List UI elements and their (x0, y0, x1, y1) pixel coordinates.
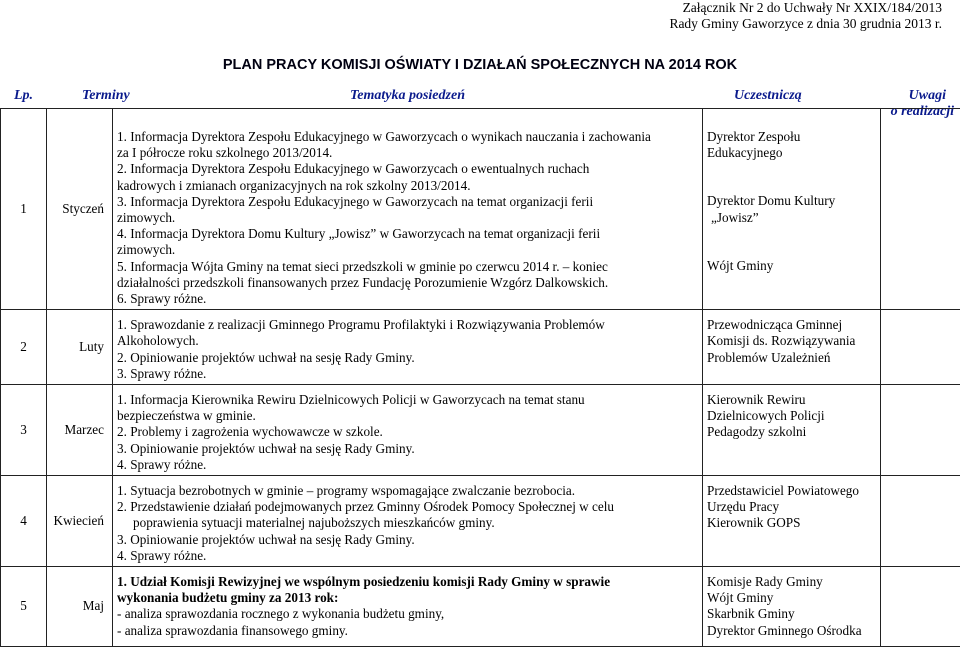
row-remarks (881, 476, 960, 567)
column-header-remarks: Uwagi o realizacji (886, 88, 946, 120)
attachment-header-line1: Załącznik Nr 2 do Uchwały Nr XXIX/184/2013 (683, 0, 942, 16)
row-topics: 1. Informacja Dyrektora Zespołu Edukacyjnego w Gaworzycach o wynikach nauczania i zachowania za I półrocze roku szkolnego 2013/2014. 2. Informacja Dyrektora Zespołu Edukacyjnego w Gaworzycach o ewentualnych ruchach kadrowych i zmianach organizacyjnych na rok szkolny 2013/2014. 3. Informacja Dyrektora Zespołu Edukacyjnego w Gaworzycach na temat organizacji ferii zimowych. 4. Informacja Dyrektora Domu Kultury „Jowisz” w Gaworzycach na temat organizacji ferii zimowych. 5. Informacja Wójta Gminy na temat sieci przedszkoli w gminie po czerwcu 2014 r. – koniec działalności przedszkoli finansowanych przez Fundację Porozumienie Wzgórz Dalkowskich. 6. Sprawy różne. (113, 109, 703, 310)
table-row (1, 385, 960, 476)
column-header-terms: Terminy (82, 88, 130, 104)
row-number: 2 (1, 310, 47, 385)
row-remarks (881, 385, 960, 476)
row-month: Marzec (47, 385, 113, 476)
work-plan-table (0, 108, 960, 647)
row-participants: Komisje Rady Gminy Wójt Gminy Skarbnik Gminy Dyrektor Gminnego Ośrodka (703, 567, 881, 647)
row-month: Styczeń (47, 109, 113, 310)
row-participants: Przewodnicząca Gminnej Komisji ds. Rozwiązywania Problemów Uzależnień (703, 310, 881, 385)
row-remarks (881, 310, 960, 385)
row-remarks (881, 109, 960, 310)
row-topics: 1. Udział Komisji Rewizyjnej we wspólnym posiedzeniu komisji Rady Gminy w sprawie wykonania budżetu gminy za 2013 rok: - analiza sprawozdania rocznego z wykonania budżetu gminy, - analiza sprawozdania finansowego gminy. (113, 567, 703, 647)
row-participants: Przedstawiciel Powiatowego Urzędu Pracy Kierownik GOPS (703, 476, 881, 567)
table-row (1, 476, 960, 567)
row-number: 1 (1, 109, 47, 310)
row-month: Kwiecień (47, 476, 113, 567)
row-month: Luty (47, 310, 113, 385)
row-topics: 1. Sprawozdanie z realizacji Gminnego Programu Profilaktyki i Rozwiązywania Problemów Alkoholowych. 2. Opiniowanie projektów uchwał na sesję Rady Gminy. 3. Sprawy różne. (113, 310, 703, 385)
attachment-header-line2: Rady Gminy Gaworzyce z dnia 30 grudnia 2013 r. (669, 16, 942, 32)
row-participants: Kierownik Rewiru Dzielnicowych Policji Pedagodzy szkolni (703, 385, 881, 476)
row-month: Maj (47, 567, 113, 647)
table-row (1, 310, 960, 385)
row-number: 5 (1, 567, 47, 647)
row-topics: 1. Sytuacja bezrobotnych w gminie – programy wspomagające zwalczanie bezrobocia. 2. Przedstawienie działań podejmowanych przez Gminny Ośrodek Pomocy Społecznej w celu poprawienia sytuacji materialnej najuboższych mieszkańców gminy. 3. Opiniowanie projektów uchwał na sesję Rady Gminy. 4. Sprawy różne. (113, 476, 703, 567)
column-header-participants: Uczestniczą (734, 88, 802, 104)
row-number: 4 (1, 476, 47, 567)
row-topics: 1. Informacja Kierownika Rewiru Dzielnicowych Policji w Gaworzycach na temat stanu bezpieczeństwa w gminie. 2. Problemy i zagrożenia wychowawcze w szkole. 3. Opiniowanie projektów uchwał na sesję Rady Gminy. 4. Sprawy różne. (113, 385, 703, 476)
column-header-lp: Lp. (14, 88, 33, 104)
table-row (1, 109, 960, 310)
document-title: PLAN PRACY KOMISJI OŚWIATY I DZIAŁAŃ SPOŁECZNYCH NA 2014 ROK (0, 57, 960, 73)
row-number: 3 (1, 385, 47, 476)
column-header-topics: Tematyka posiedzeń (350, 88, 465, 104)
row-participants: Dyrektor Zespołu Edukacyjnego Dyrektor Domu Kultury „Jowisz” Wójt Gminy (703, 109, 881, 310)
